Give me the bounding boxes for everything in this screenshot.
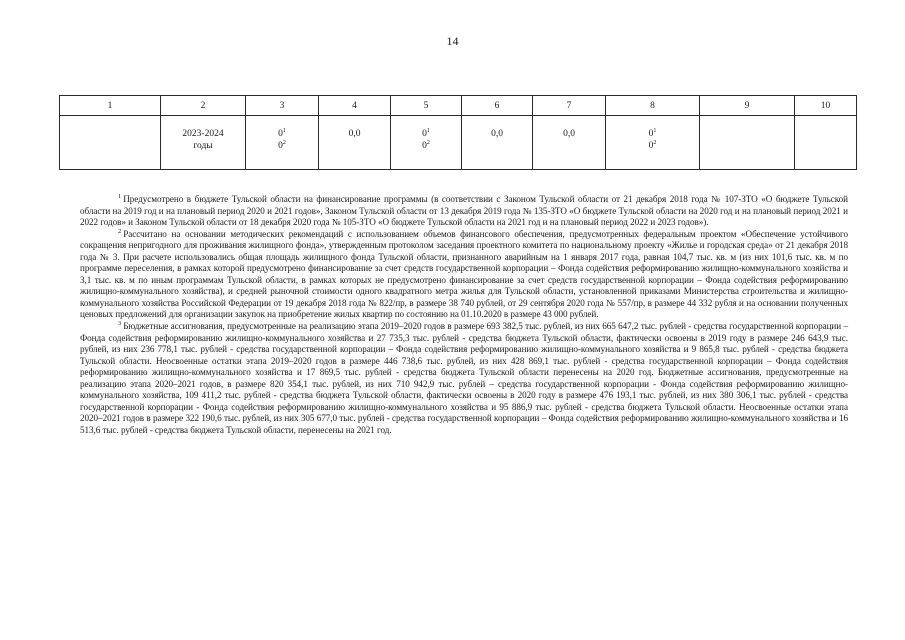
cell-line: [462, 128, 532, 140]
cell-line: [606, 140, 699, 152]
footnote-text: Рассчитано на основании методических рекомендаций с использованием объемов финансового обеспечения, предусмотренных федеральным проектом «Обеспечение устойчивого сокращения непригодного для проживания жилищного фонда», утвержденным протоколом заседания проектного комитета по национальному проекту «Жилье и городская среда» от 21 декабря 2018 года № 3. При расчете использовались общая площадь жилищного фонда Тульской области, признанного аварийным на 1 января 2017 года, равная 104,7 тыс. кв. м (из них 101,6 тыс. кв. м по программе переселения, в рамках которой предусмотрено финансирование за счет средств государственной корпорации – Фонда содействия реформированию жилищно-коммунального хозяйства и 3,1 тыс. кв. м по иным программам Тульской области, в рамках которых не предусмотрено финансирование за счет средств государственной корпорации – Фонда содействия реформированию жилищно-коммунального хозяйства), и средней рыночной стоимости одного квадратного метра жилья для Тульской области, установленной приказами Министерства строительства и жилищно-коммунального хозяйства Российской Федерации от 19 декабря 2018 года № 822/пр, в размере 38 740 рублей, от 29 сентября 2020 года № 557/пр, в размере 44 332 рубля и на основании полученных ценовых предложений для организации закупок на приобретение жилых квартир по состоянию на 01.10.2020 в размере 43 000 рублей.: [80, 228, 848, 320]
footnote: [80, 321, 848, 436]
cell-value: 0: [278, 141, 283, 151]
column-header: 2: [161, 96, 246, 116]
footnote-mark: 3: [118, 319, 122, 327]
data-table: [59, 95, 857, 170]
cell-value: 0: [648, 141, 654, 151]
cell-value: 0: [422, 141, 427, 151]
cell-value: годы: [193, 141, 213, 151]
footnotes: [80, 194, 848, 436]
footnote-text: Бюджетные ассигнования, предусмотренные на реализацию этапа 2019–2020 годов в размере 693 382,5 тыс. рублей, из них 665 647,2 тыс. рублей - средства государственной корпорации – Фонда содействия реформированию жилищно-коммунального хозяйства и 27 735,3 тыс. рублей - средства бюджета Тульской области, фактически освоены в 2019 году в размере 246 643,9 тыс. рублей, из них 236 778,1 тыс. рублей - средства государственной корпорации – Фонда содействия реформированию жилищно-коммунального хозяйства и 9 865,8 тыс. рублей - средства бюджета Тульской области. Неосвоенные остатки этапа 2019–2020 годов в размере 446 738,6 тыс. рублей, из них 428 869,1 тыс. рублей - средства государственной корпорации – Фонда содействия реформированию жилищно-коммунального хозяйства и 17 869,5 тыс. рублей - средства бюджета Тульской области перенесены на 2020 год. Бюджетные ассигнования, предусмотренные на реализацию этапа 2020–2021 годов, в размере 820 354,1 тыс. рублей, из них 710 942,9 тыс. рублей – средства государственной корпорации - Фонда содействия реформированию жилищно-коммунального хозяйства, 109 411,2 тыс. рублей - средства бюджета Тульской области, фактически освоены в 2020 году в размере 476 193,1 тыс. рублей, из них 380 306,1 тыс. рублей - средства государственной корпорации - Фонда содействия реформированию жилищно-коммунального хозяйства и 95 886,9 тыс. рублей - средства бюджета Тульской области. Неосвоенные остатки этапа 2020–2021 годов в размере 322 190,6 тыс. рублей, из них 305 677,0 тыс. рублей - средства государственной корпорации – Фонда содействия реформированию жилищно-коммунального хозяйства и 16 513,6 тыс. рублей - средства бюджета Тульской области, перенесены на 2021 год.: [80, 321, 848, 435]
footnote-ref: 2: [653, 139, 657, 146]
footnote-mark: 1: [118, 192, 122, 200]
column-header: 3: [246, 96, 319, 116]
table-cell: [795, 116, 857, 170]
cell-value: 0,0: [348, 129, 361, 139]
page-number: 14: [446, 34, 459, 48]
column-header: 4: [319, 96, 391, 116]
table-cell: [700, 116, 795, 170]
table-cell: [319, 116, 391, 170]
column-header: 8: [606, 96, 700, 116]
cell-line: [391, 128, 461, 140]
cell-value: 0,0: [563, 129, 575, 139]
footnote-ref: 1: [282, 127, 286, 134]
cell-line: [161, 128, 245, 140]
footnote-ref: 1: [653, 127, 657, 134]
table-cell: [60, 116, 161, 170]
footnote: [80, 194, 848, 229]
cell-value: 2023-2024: [182, 129, 224, 139]
cell-value: 0: [422, 129, 427, 139]
cell-value: 0: [278, 129, 283, 139]
footnote-text: Предусмотрено в бюджете Тульской области на финансирование программы (в соответствии с Законом Тульской области от 21 декабря 2018 года № 107-ЗТО «О бюджете Тульской области на 2019 год и на плановый период 2020 и 2021 годов», Законом Тульской области от 13 декабря 2019 года № 135-ЗТО «О бюджете Тульской области на 2020 год и на плановый период 2021 и 2022 годов» и Законом Тульской области от 18 декабря 2020 года № 105-ЗТО «О бюджете Тульской области на 2021 год и на плановый период 2022 и 2023 годов»).: [80, 194, 848, 228]
table-cell: [246, 116, 319, 170]
column-header: 5: [391, 96, 462, 116]
footnote-ref: 2: [282, 139, 286, 146]
table-header-row: [60, 96, 857, 116]
cell-line: [246, 140, 318, 152]
cell-line: [319, 128, 390, 140]
table-cell: [462, 116, 533, 170]
column-header: 7: [533, 96, 606, 116]
cell-line: [606, 128, 699, 140]
cell-value: 0: [648, 129, 654, 139]
cell-line: [246, 128, 318, 140]
column-header: 9: [700, 96, 795, 116]
footnote: [80, 229, 848, 321]
cell-value: 0,0: [491, 129, 503, 139]
table-cell: [533, 116, 606, 170]
footnote-ref: 1: [426, 127, 430, 134]
cell-line: [161, 140, 245, 152]
cell-line: [533, 128, 605, 140]
column-header: 1: [60, 96, 161, 116]
table-cell: [606, 116, 700, 170]
footnote-ref: 2: [426, 139, 430, 146]
cell-line: [391, 140, 461, 152]
table-cell: [391, 116, 462, 170]
table-cell: [161, 116, 246, 170]
table-row: [60, 116, 857, 170]
column-header: 10: [795, 96, 857, 116]
footnote-mark: 2: [118, 227, 122, 235]
column-header: 6: [462, 96, 533, 116]
